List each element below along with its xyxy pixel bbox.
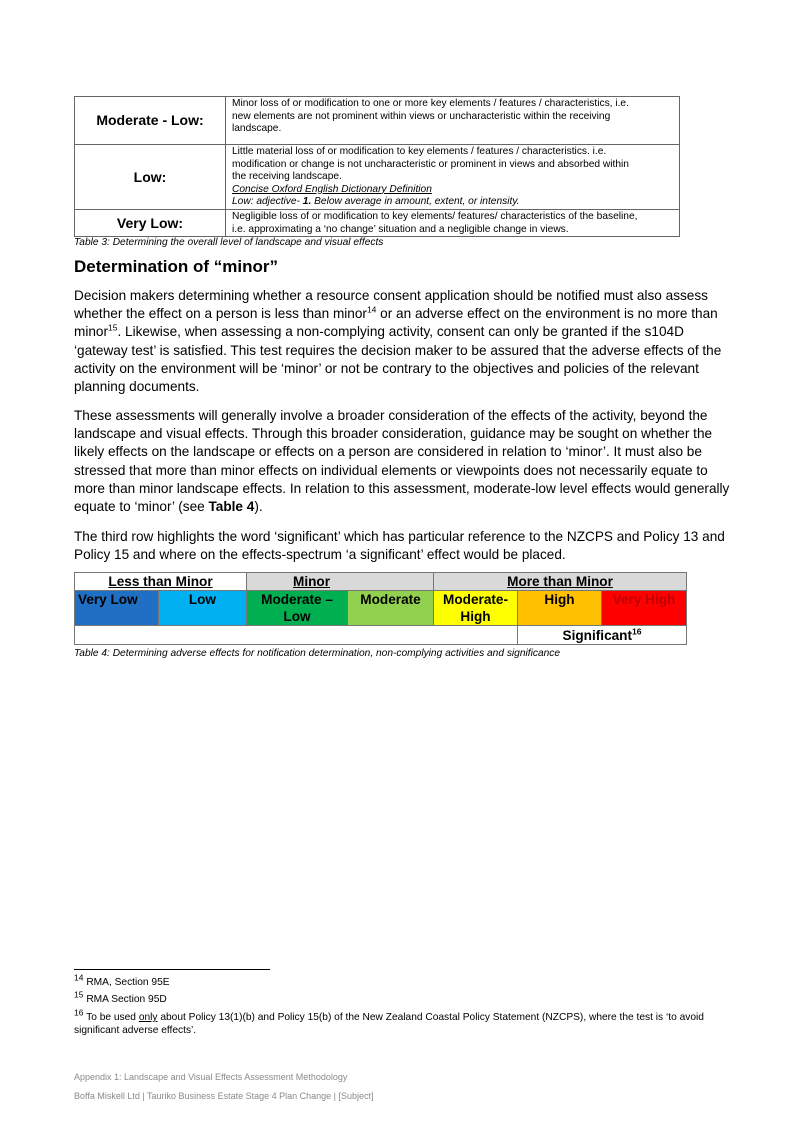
category-header-row	[75, 573, 687, 591]
footnote-text: To be used	[86, 1012, 139, 1023]
footnote-emphasis: only	[138, 1012, 158, 1023]
significance-blank	[75, 626, 518, 645]
definition-number: 1.	[302, 196, 312, 208]
paragraph-2	[74, 407, 734, 516]
footnote-text: RMA Section 95D	[86, 994, 167, 1005]
description-line: Negligible loss of or modification to key elements/ features/ characteristics of the baseline,	[232, 210, 638, 222]
level-moderate-low: Moderate – Low	[247, 591, 348, 626]
description-line: Minor loss of or modification to one or more key elements / features / characteristics, i.e.	[232, 98, 629, 109]
footnote-number: 14	[74, 972, 84, 983]
paragraph-text: ).	[254, 499, 263, 515]
paragraph-1	[74, 287, 734, 396]
description-line: landscape.	[232, 123, 282, 135]
level-very-low: Very Low	[75, 591, 159, 626]
description-line: new elements are not prominent within views or uncharacteristic within the receiving	[232, 110, 611, 122]
footnote-divider	[74, 969, 270, 970]
table3-caption: Table 3: Determining the overall level of landscape and visual effects	[74, 237, 384, 248]
level-moderate: Moderate	[348, 591, 434, 626]
table-reference: Table 4	[208, 499, 255, 515]
footnote-ref-15[interactable]: 15	[108, 322, 118, 333]
footnote-16	[74, 1007, 734, 1037]
table-row	[75, 209, 680, 236]
adverse-effects-table	[74, 572, 687, 645]
footnote-text: RMA, Section 95E	[86, 977, 170, 988]
footnote-number: 16	[74, 1007, 84, 1018]
definition-prefix: Low: adjective-	[232, 196, 303, 208]
description-line: the receiving landscape.	[232, 171, 342, 183]
footnote-text: about Policy 13(1)(b) and Policy 15(b) of the New Zealand Coastal Policy Statement (NZCPS), where the test is ‘to avoid significant adverse effects’.	[74, 1012, 704, 1036]
level-label: Low:	[75, 145, 226, 210]
table-row	[75, 97, 680, 145]
description-line: i.e. approximating a ‘no change’ situation and a negligible change in views.	[232, 223, 569, 235]
paragraph-text: or an adverse effect on the environment is no more than minor	[74, 306, 718, 340]
paragraph-text: . Likewise, when assessing a non-complying activity, consent can only be granted if the s104D ‘gateway test’ is satisfied. This test requires the decision maker to be assured that the adverse effects of the activity on the environment will be ‘minor’ or not be contrary to the objectives and policies of the relevant planning documents.	[74, 324, 722, 395]
footnote-ref-16[interactable]: 16	[632, 625, 642, 636]
footer-line-2: Boffa Miskell Ltd | Tauriko Business Estate Stage 4 Plan Change | [Subject]	[74, 1091, 374, 1101]
level-very-high: Very High	[602, 591, 687, 626]
section-heading: Determination of “minor”	[74, 257, 279, 276]
table4-caption: Table 4: Determining adverse effects for notification determination, non-complying activities and significance	[74, 648, 561, 659]
dictionary-definition	[232, 196, 673, 209]
level-label: Very Low:	[75, 209, 226, 236]
level-label: Moderate - Low:	[75, 97, 226, 145]
paragraph-text: Decision makers determining whether a resource consent application should be notified must also assess whether the effect on a person is less than minor	[74, 288, 708, 322]
footnote-number: 15	[74, 989, 84, 1000]
significance-row	[75, 626, 687, 645]
dictionary-title: Concise Oxford English Dictionary Definition	[232, 183, 432, 195]
level-description	[226, 145, 680, 210]
effects-level-table	[74, 96, 680, 237]
footer-line-1: Appendix 1: Landscape and Visual Effects Assessment Methodology	[74, 1072, 348, 1082]
definition-text: Below average in amount, extent, or intensity.	[311, 196, 520, 208]
paragraph-text: These assessments will generally involve a broader consideration of the effects of the activity, beyond the landscape and visual effects. Through this broader consideration, guidance may be sought on whether the likely effects on the landscape or effects on a person are considered in relation to ‘minor’. It must also be stressed that more than minor effects on individual elements or viewpoints does not necessarily equate to more than minor landscape effects. In relation to this assessment, moderate-low level effects would generally equate to ‘minor’ (see	[74, 408, 730, 515]
level-moderate-high: Moderate- High	[434, 591, 518, 626]
header-minor: Minor	[247, 573, 434, 591]
table-row	[75, 145, 680, 210]
footnote-ref-14[interactable]: 14	[366, 304, 377, 315]
description-line: Little material loss of or modification to key elements / features / characteristics. i.e.	[232, 146, 607, 157]
description-line: modification or change is not uncharacteristic or prominent in views and absorbed within	[232, 158, 629, 170]
effect-levels-row	[75, 591, 687, 626]
footnote-15	[74, 989, 734, 1006]
level-description	[226, 97, 680, 145]
header-less-than-minor: Less than Minor	[75, 573, 247, 591]
significant-text: Significant	[562, 627, 633, 643]
header-more-than-minor: More than Minor	[434, 573, 687, 591]
level-description	[226, 209, 680, 236]
level-low: Low	[159, 591, 247, 626]
paragraph-3: The third row highlights the word ‘significant’ which has particular reference to the NZCPS and Policy 13 and Policy 15 and where on the effects-spectrum ‘a significant’ effect would be placed.	[74, 529, 725, 563]
significant-label	[518, 626, 687, 645]
level-high: High	[518, 591, 602, 626]
footnote-14	[74, 972, 734, 989]
